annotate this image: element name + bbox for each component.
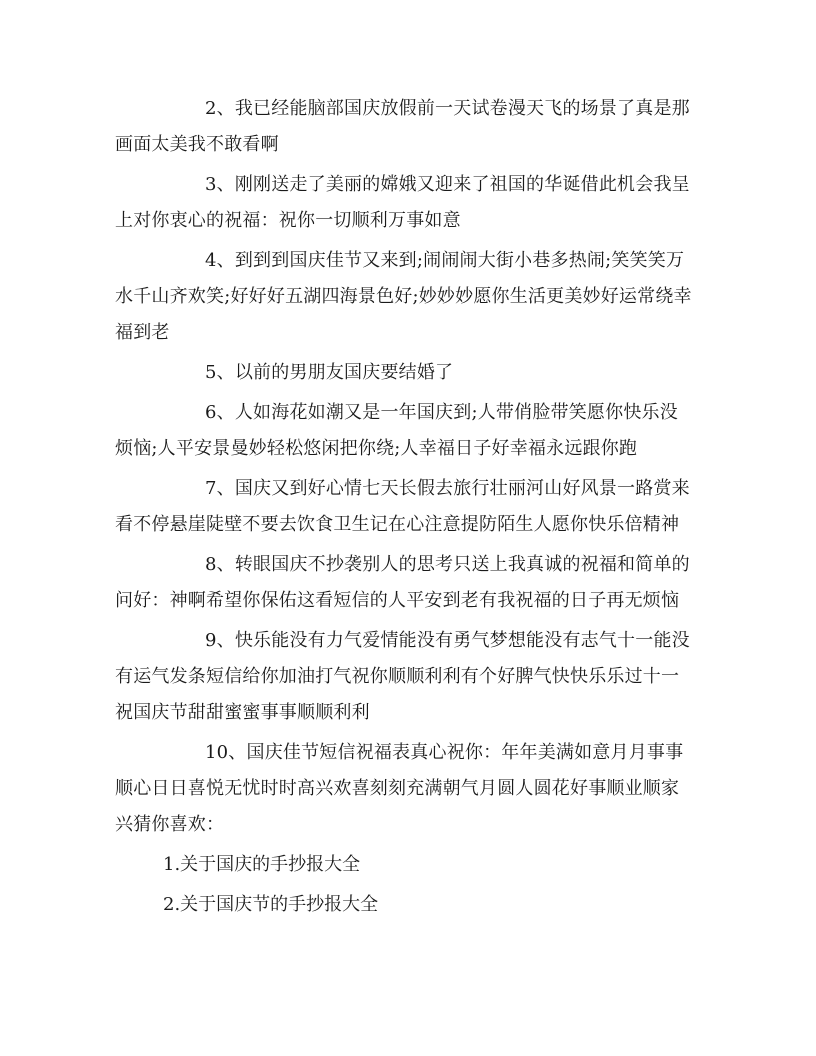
document-body: [115, 91, 695, 927]
related-link-item[interactable]: 1.关于国庆的手抄报大全: [163, 854, 361, 875]
paragraph-6: 6、人如海花如潮又是一年国庆到;人带俏脸带笑愿你快乐没烦恼;人平安景曼妙轻松悠闲把你绕;人幸福日子好幸福永远跟你跑: [115, 402, 678, 459]
related-links-list: [115, 847, 695, 923]
paragraph-10: 10、国庆佳节短信祝福表真心祝你：年年美满如意月月事事顺心日日喜悦无忧时时高兴欢喜刻刻充满朝气月圆人圆花好事顺业顺家兴猜你喜欢：: [115, 742, 684, 835]
paragraph-5: 5、以前的男朋友国庆要结婚了: [205, 362, 454, 383]
paragraph-3: 3、刚刚送走了美丽的嫦娥又迎来了祖国的华诞借此机会我呈上对你衷心的祝福：祝你一切顺利万事如意: [115, 174, 690, 231]
paragraph-2: 2、我已经能脑部国庆放假前一天试卷漫天飞的场景了真是那画面太美我不敢看啊: [115, 98, 690, 155]
paragraph-8: 8、转眼国庆不抄袭别人的思考只送上我真诚的祝福和简单的问好：神啊希望你保佑这看短信的人平安到老有我祝福的日子再无烦恼: [115, 554, 690, 611]
paragraph-4: 4、到到到国庆佳节又来到;闹闹闹大街小巷多热闹;笑笑笑万水千山齐欢笑;好好好五湖四海景色好;妙妙妙愿你生活更美妙好运常绕幸福到老: [115, 250, 692, 343]
paragraph-9: 9、快乐能没有力气爱情能没有勇气梦想能没有志气十一能没有运气发条短信给你加油打气祝你顺顺利利有个好脾气快快乐乐过十一祝国庆节甜甜蜜蜜事事顺顺利利: [115, 630, 690, 723]
related-link-item[interactable]: 2.关于国庆节的手抄报大全: [163, 894, 379, 915]
paragraph-7: 7、国庆又到好心情七天长假去旅行壮丽河山好风景一路赏来看不停悬崖陡壁不要去饮食卫生记在心注意提防陌生人愿你快乐倍精神: [115, 478, 690, 535]
